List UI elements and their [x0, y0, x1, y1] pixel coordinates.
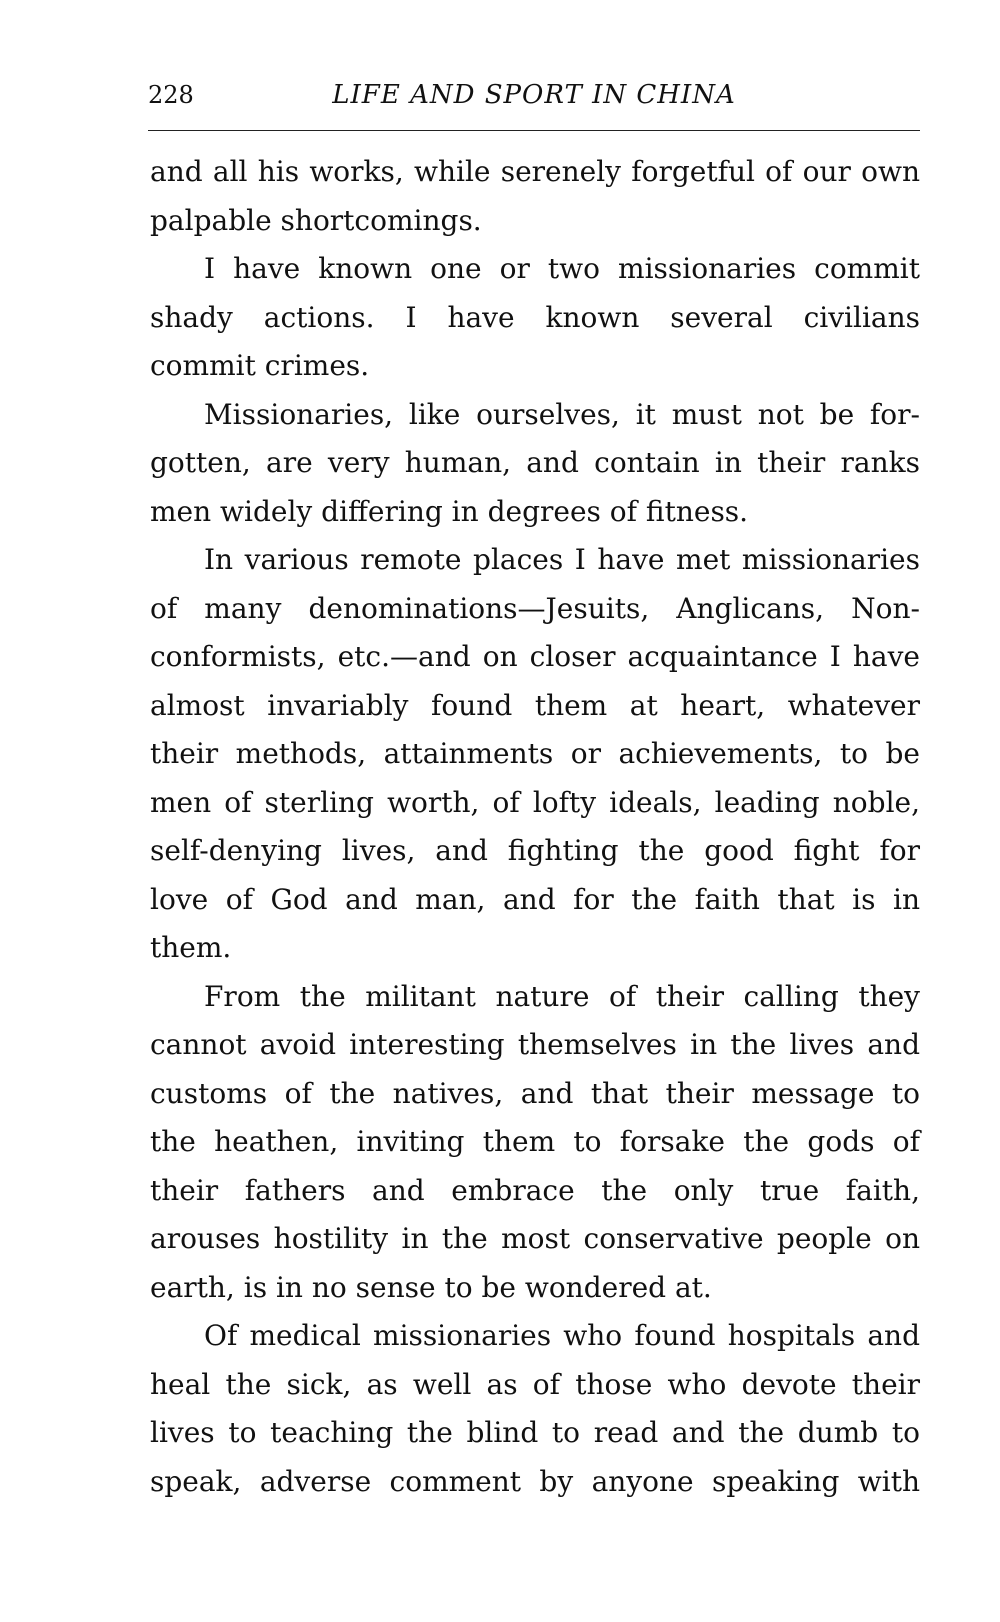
text-line: From the militant nature of their calling they: [204, 979, 920, 1013]
header-rule: [148, 130, 920, 131]
text-line: Of medical missionaries who found hospitals and: [204, 1319, 920, 1352]
text-line: the heathen, inviting them to forsake the gods of: [150, 1125, 920, 1158]
text-line: heal the sick, as well as of those who devote their: [150, 1367, 920, 1401]
text-line: of many denominations—Jesuits, Anglicans, Non-: [150, 591, 920, 625]
text-line: earth, is in no sense to be wondered at.: [150, 1270, 712, 1304]
running-title: LIFE AND SPORT IN CHINA: [332, 80, 736, 110]
page-number: 228: [148, 81, 194, 109]
text-line: cannot avoid interesting themselves in the lives and: [150, 1028, 920, 1061]
text-line: their fathers and embrace the only true faith,: [150, 1173, 920, 1207]
body-text: [150, 148, 920, 1506]
text-line: Missionaries, like ourselves, it must not be for-: [204, 397, 920, 431]
text-line: shady actions. I have known several civilians: [150, 300, 920, 334]
text-line: In various remote places I have met missionaries: [204, 543, 920, 576]
text-line: self-denying lives, and fighting the good fight for: [150, 834, 920, 867]
text-line: speak, adverse comment by anyone speaking with: [150, 1464, 920, 1498]
text-line: their methods, attainments or achievements, to be: [150, 737, 920, 770]
text-line: men of sterling worth, of lofty ideals, leading noble,: [150, 785, 920, 819]
text-line: arouses hostility in the most conservative people on: [150, 1222, 920, 1255]
text-line: I have known one or two missionaries commit: [204, 252, 920, 285]
text-line: conformists, etc.—and on closer acquaintance I have: [150, 640, 920, 673]
text-line: customs of the natives, and that their message to: [150, 1076, 920, 1110]
text-line: lives to teaching the blind to read and the dumb to: [150, 1416, 920, 1449]
text-line: gotten, are very human, and contain in their ranks: [150, 446, 920, 479]
text-line: almost invariably found them at heart, whatever: [150, 688, 920, 722]
text-line: and all his works, while serenely forgetful of our own: [150, 155, 920, 188]
text-line: men widely differing in degrees of fitness.: [150, 494, 749, 528]
text-line: commit crimes.: [150, 349, 370, 382]
text-line: palpable shortcomings.: [150, 203, 482, 237]
running-head: [148, 78, 920, 118]
text-line: love of God and man, and for the faith that is in: [150, 882, 920, 916]
text-line: them.: [150, 931, 232, 964]
